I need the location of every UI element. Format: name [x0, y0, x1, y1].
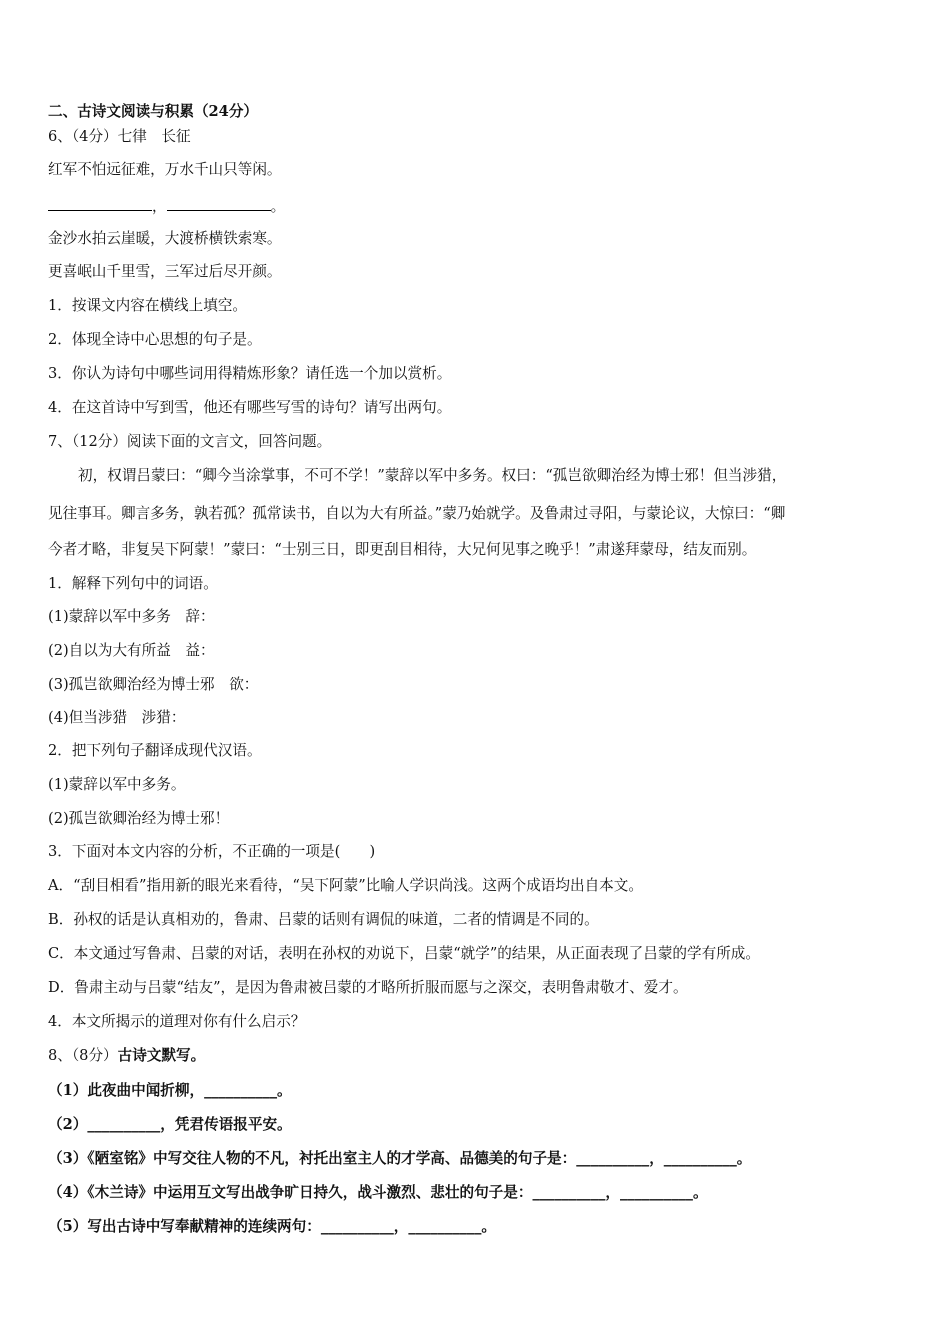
blank-1[interactable] [48, 196, 152, 211]
passage-line-1: 初，权谓吕蒙曰：“卿今当涂掌事，不可不学！”蒙辞以军中多务。权曰：“孤岂欲卿治经为博士邪！但当涉猎， [78, 467, 787, 484]
option-b: B．孙权的话是认真相劝的，鲁肃、吕蒙的话则有调侃的味道，二者的情调是不同的。 [48, 911, 599, 928]
q8-item-2: （2）__________，凭君传语报平安。 [48, 1116, 292, 1133]
q7-line: (4)但当涉猎 涉猎： [48, 709, 186, 726]
q7-line: 2．把下列句子翻译成现代汉语。 [48, 742, 262, 759]
poem-line-2-blanks [48, 196, 285, 217]
q6-item-4: 4．在这首诗中写到雪，他还有哪些写雪的诗句？请写出两句。 [48, 399, 452, 416]
poem-line-3: 金沙水拍云崖暖，大渡桥横铁索寒。 [48, 230, 282, 247]
q8-header-number: 8、（8分） [48, 1047, 118, 1064]
q8-item-3: （3）《陋室铭》中写交往人物的不凡，衬托出室主人的才学高、品德美的句子是：__________，__________。 [48, 1150, 752, 1167]
poem-comma: ， [152, 198, 167, 215]
option-c: C．本文通过写鲁肃、吕蒙的对话，表明在孙权的劝说下，吕蒙“就学”的结果，从正面表现了吕蒙的学有所成。 [48, 945, 760, 962]
option-a: A．“刮目相看”指用新的眼光来看待，“吴下阿蒙”比喻人学识尚浅。这两个成语均出自本文。 [48, 877, 643, 894]
q7-line: (2)孤岂欲卿治经为博士邪！ [48, 810, 230, 827]
poem-period: 。 [270, 198, 286, 215]
q6-item-1: 1．按课文内容在横线上填空。 [48, 297, 248, 314]
q8-header [48, 1046, 205, 1066]
q8-item-4: （4）《木兰诗》中运用互文写出战争旷日持久，战斗激烈、悲壮的句子是：__________，__________。 [48, 1184, 708, 1201]
q8-item-5: （5）写出古诗中写奉献精神的连续两句：__________，__________。 [48, 1218, 496, 1235]
q7-line: 3．下面对本文内容的分析，不正确的一项是( ) [48, 843, 376, 860]
q8-item-1: （1）此夜曲中闻折柳，__________。 [48, 1082, 292, 1099]
option-d: D．鲁肃主动与吕蒙“结友”，是因为鲁肃被吕蒙的才略所折服而愿与之深交，表明鲁肃敬才、爱才。 [48, 979, 688, 996]
q7-line: 1．解释下列句中的词语。 [48, 575, 218, 592]
passage-line-2: 见往事耳。卿言多务，孰若孤？孤常读书，自以为大有所益。”蒙乃始就学。及鲁肃过寻阳，与蒙论议，大惊曰：“卿 [48, 505, 786, 522]
q7-header: 7、（12分）阅读下面的文言文，回答问题。 [48, 433, 332, 450]
q6-item-2: 2．体现全诗中心思想的句子是。 [48, 331, 262, 348]
q7-line: (2)自以为大有所益 益： [48, 642, 215, 659]
q7-line: (1)蒙辞以军中多务。 [48, 776, 186, 793]
poem-line-1: 红军不怕远征难，万水千山只等闲。 [48, 161, 282, 178]
poem-line-4: 更喜岷山千里雪，三军过后尽开颜。 [48, 263, 282, 280]
q6-item-3: 3．你认为诗句中哪些词用得精炼形象？请任选一个加以赏析。 [48, 365, 452, 382]
q7-line: (3)孤岂欲卿治经为博士邪 欲： [48, 676, 259, 693]
passage-line-3: 今者才略，非复吴下阿蒙！”蒙曰：“士别三日，即更刮目相待，大兄何见事之晚乎！”肃遂拜蒙母，结友而别。 [48, 541, 757, 558]
q6-header: 6、（4分）七律 长征 [48, 128, 191, 145]
q8-header-title: 古诗文默写。 [117, 1047, 206, 1064]
q7-line: (1)蒙辞以军中多务 辞： [48, 608, 215, 625]
q7-line: 4．本文所揭示的道理对你有什么启示？ [48, 1013, 306, 1030]
blank-2[interactable] [167, 196, 271, 211]
section-title: 二、古诗文阅读与积累（24分） [48, 103, 259, 120]
